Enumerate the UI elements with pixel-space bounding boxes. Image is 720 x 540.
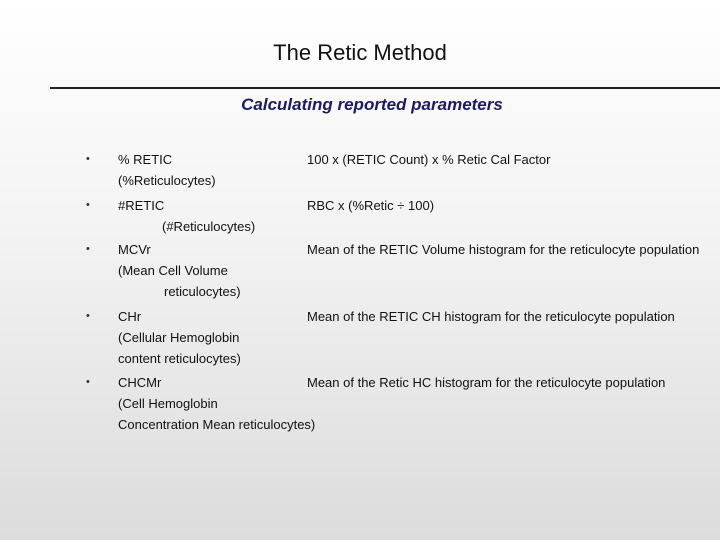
parameter-detail: content reticulocytes) [118,351,241,366]
parameter-description: 100 x (RETIC Count) x % Retic Cal Factor [307,152,551,167]
parameter-name: % RETIC [118,152,173,167]
slide-title: The Retic Method [273,40,447,65]
parameter-detail: (#Reticulocytes) [162,219,256,234]
parameter-detail: reticulocytes) [164,284,241,299]
parameter-description: Mean of the RETIC Volume histogram for the reticulocyte population [307,242,700,257]
parameter-name: CHCMr [118,375,162,390]
parameter-detail: (Mean Cell Volume [118,263,228,278]
slide-subtitle: Calculating reported parameters [241,95,503,114]
bullet-icon: • [86,153,90,165]
parameter-detail: Concentration Mean reticulocytes) [118,417,316,432]
parameter-description: Mean of the Retic HC histogram for the reticulocyte population [307,375,666,390]
parameter-name: CHr [118,309,142,324]
parameter-description: RBC x (%Retic ÷ 100) [307,198,435,213]
bullet-icon: • [86,243,90,255]
parameter-name: #RETIC [118,198,165,213]
parameter-description: Mean of the RETIC CH histogram for the reticulocyte population [307,309,675,324]
parameter-name: MCVr [118,242,151,257]
parameter-detail: (Cell Hemoglobin [118,396,218,411]
bullet-icon: • [86,376,90,388]
parameter-detail: (%Reticulocytes) [118,173,216,188]
parameter-detail: (Cellular Hemoglobin [118,330,240,345]
bullet-icon: • [86,199,90,211]
bullet-icon: • [86,310,90,322]
